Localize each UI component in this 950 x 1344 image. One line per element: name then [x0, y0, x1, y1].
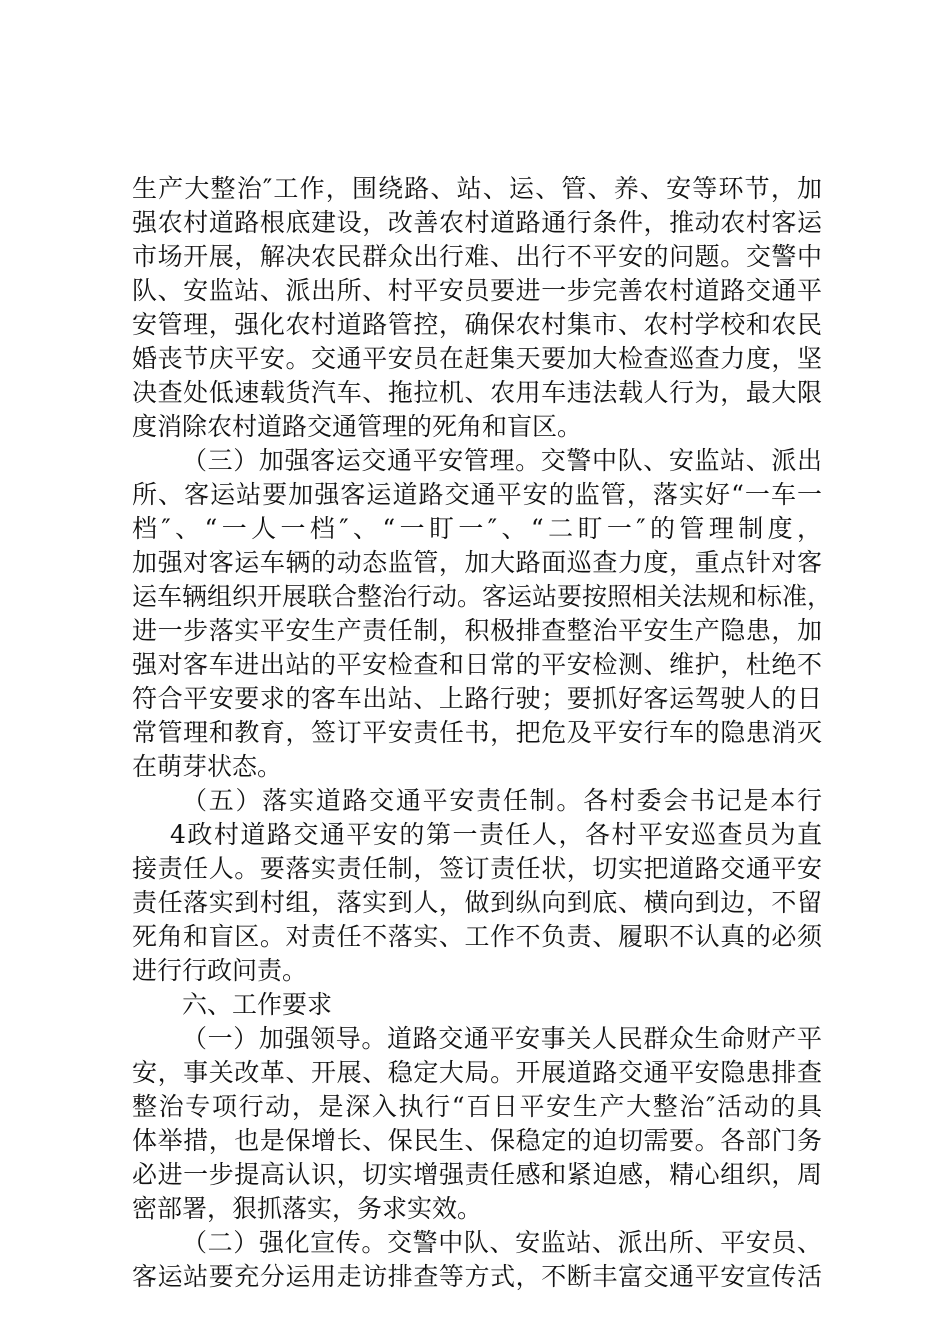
- text-line: 安管理，强化农村道路管控，确保农村集市、农村学校和农民: [132, 310, 822, 339]
- text-line: 队、安监站、派出所、村平安员要进一步完善农村道路交通平: [132, 276, 822, 305]
- text-line: 死角和盲区。对责任不落实、工作不负责、履职不认真的必须: [132, 922, 822, 951]
- document-body: [132, 172, 833, 1294]
- text-line: 加强对客运车辆的动态监管，加大路面巡查力度，重点针对客: [132, 548, 822, 577]
- text-line: 4政村道路交通平安的第一责任人，各村平安巡查员为直: [170, 820, 822, 849]
- section-heading: 六、工作要求: [182, 990, 333, 1019]
- text-line: 进行行政问责。: [132, 956, 308, 985]
- text-line: 市场开展，解决农民群众出行难、出行不平安的问题。交警中: [132, 242, 822, 271]
- text-line: 度消除农村道路交通管理的死角和盲区。: [132, 412, 583, 441]
- text-line: 客运站要充分运用走访排查等方式，不断丰富交通平安宣传活: [132, 1262, 822, 1291]
- text-line: 强农村道路根底建设，改善农村道路通行条件，推动农村客运: [132, 208, 822, 237]
- text-line: 决查处低速载货汽车、拖拉机、农用车违法载人行为，最大限: [132, 378, 822, 407]
- paragraph-heading-line: （一）加强领导。道路交通平安事关人民群众生命财产平: [182, 1024, 822, 1053]
- text-line: 密部署，狠抓落实，务求实效。: [132, 1194, 483, 1223]
- text-line: 体举措，也是保增长、保民生、保稳定的迫切需要。各部门务: [132, 1126, 822, 1155]
- text-line: 生产大整治″工作，围绕路、站、运、管、养、安等环节，加: [132, 174, 822, 203]
- text-line: 必进一步提高认识，切实增强责任感和紧迫感，精心组织，周: [132, 1160, 822, 1189]
- text-line: 安，事关改革、开展、稳定大局。开展道路交通平安隐患排查: [132, 1058, 822, 1087]
- paragraph-heading-line: （五）落实道路交通平安责任制。各村委会书记是本行: [182, 786, 822, 815]
- text-line: 所、客运站要加强客运道路交通平安的监管，落实好“一车一: [132, 480, 822, 509]
- text-line: 强对客车进出站的平安检查和日常的平安检测、维护，杜绝不: [132, 650, 822, 679]
- paragraph-heading-line: （二）强化宣传。交警中队、安监站、派出所、平安员、: [182, 1228, 822, 1257]
- text-line: 进一步落实平安生产责任制，积极排查整治平安生产隐患，加: [132, 616, 822, 645]
- paragraph-heading-line: （三）加强客运交通平安管理。交警中队、安监站、派出: [182, 446, 822, 475]
- text-line: 符合平安要求的客车出站、上路行驶；要抓好客运驾驶人的日: [132, 684, 822, 713]
- text-line: 运车辆组织开展联合整治行动。客运站要按照相关法规和标准，: [132, 582, 833, 611]
- text-line: 婚丧节庆平安。交通平安员在赶集天要加大检查巡查力度，坚: [132, 344, 822, 373]
- text-line: 责任落实到村组，落实到人，做到纵向到底、横向到边，不留: [132, 888, 822, 917]
- text-line: 档″、“一人一档″、“一盯一″、“二盯一″的管理制度，: [132, 514, 822, 543]
- text-line: 接责任人。要落实责任制，签订责任状，切实把道路交通平安: [132, 854, 822, 883]
- text-line: 常管理和教育，签订平安责任书，把危及平安行车的隐患消灭: [132, 718, 822, 747]
- text-line: 在萌芽状态。: [132, 752, 283, 781]
- text-line: 整治专项行动，是深入执行“百日平安生产大整治″活动的具: [132, 1092, 822, 1121]
